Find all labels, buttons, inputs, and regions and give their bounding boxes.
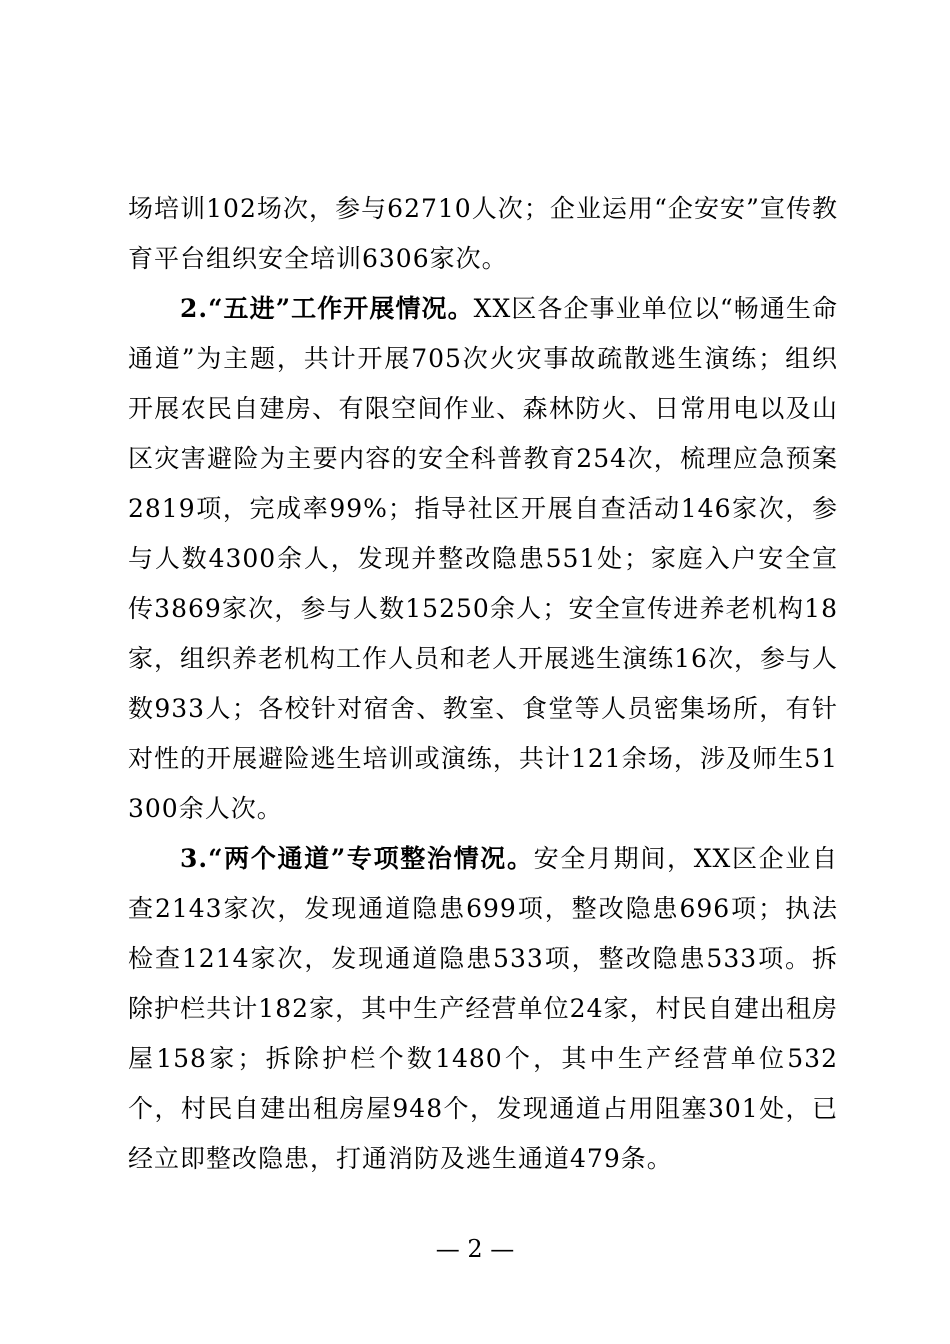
paragraph-five-entries bbox=[128, 284, 838, 834]
paragraph-heading: 3.“两个通道”专项整治情况。 bbox=[180, 844, 534, 873]
paragraph-text: 场培训102场次，参与62710人次；企业运用“企安安”宣传教育平台组织安全培训6306家次。 bbox=[128, 194, 838, 273]
document-body bbox=[128, 184, 838, 1184]
paragraph-two-passages bbox=[128, 834, 838, 1184]
paragraph-text: 安全月期间，XX区企业自查2143家次，发现通道隐患699项，整改隐患696项；执法检查1214家次，发现通道隐患533项，整改隐患533项。拆除护栏共计182家，其中生产经营单位24家，村民自建出租房屋158家；拆除护栏个数1480个，其中生产经营单位532个，村民自建出租房屋948个，发现通道占用阻塞301处，已经立即整改隐患，打通消防及逃生通道479条。 bbox=[128, 844, 838, 1173]
paragraph-text: XX区各企事业单位以“畅通生命通道”为主题，共计开展705次火灾事故疏散逃生演练；组织开展农民自建房、有限空间作业、森林防火、日常用电以及山区灾害避险为主要内容的安全科普教育254次，梳理应急预案2819项，完成率99%；指导社区开展自查活动146家次，参与人数4300余人，发现并整改隐患551处；家庭入户安全宣传3869家次，参与人数15250余人；安全宣传进养老机构18家，组织养老机构工作人员和老人开展逃生演练16次，参与人数933人；各校针对宿舍、教室、食堂等人员密集场所，有针对性的开展避险逃生培训或演练，共计121余场，涉及师生51300余人次。 bbox=[128, 294, 838, 823]
page-number: — 2 — bbox=[435, 1235, 515, 1263]
paragraph-heading: 2.“五进”工作开展情况。 bbox=[180, 294, 474, 323]
paragraph-continued bbox=[128, 184, 838, 284]
